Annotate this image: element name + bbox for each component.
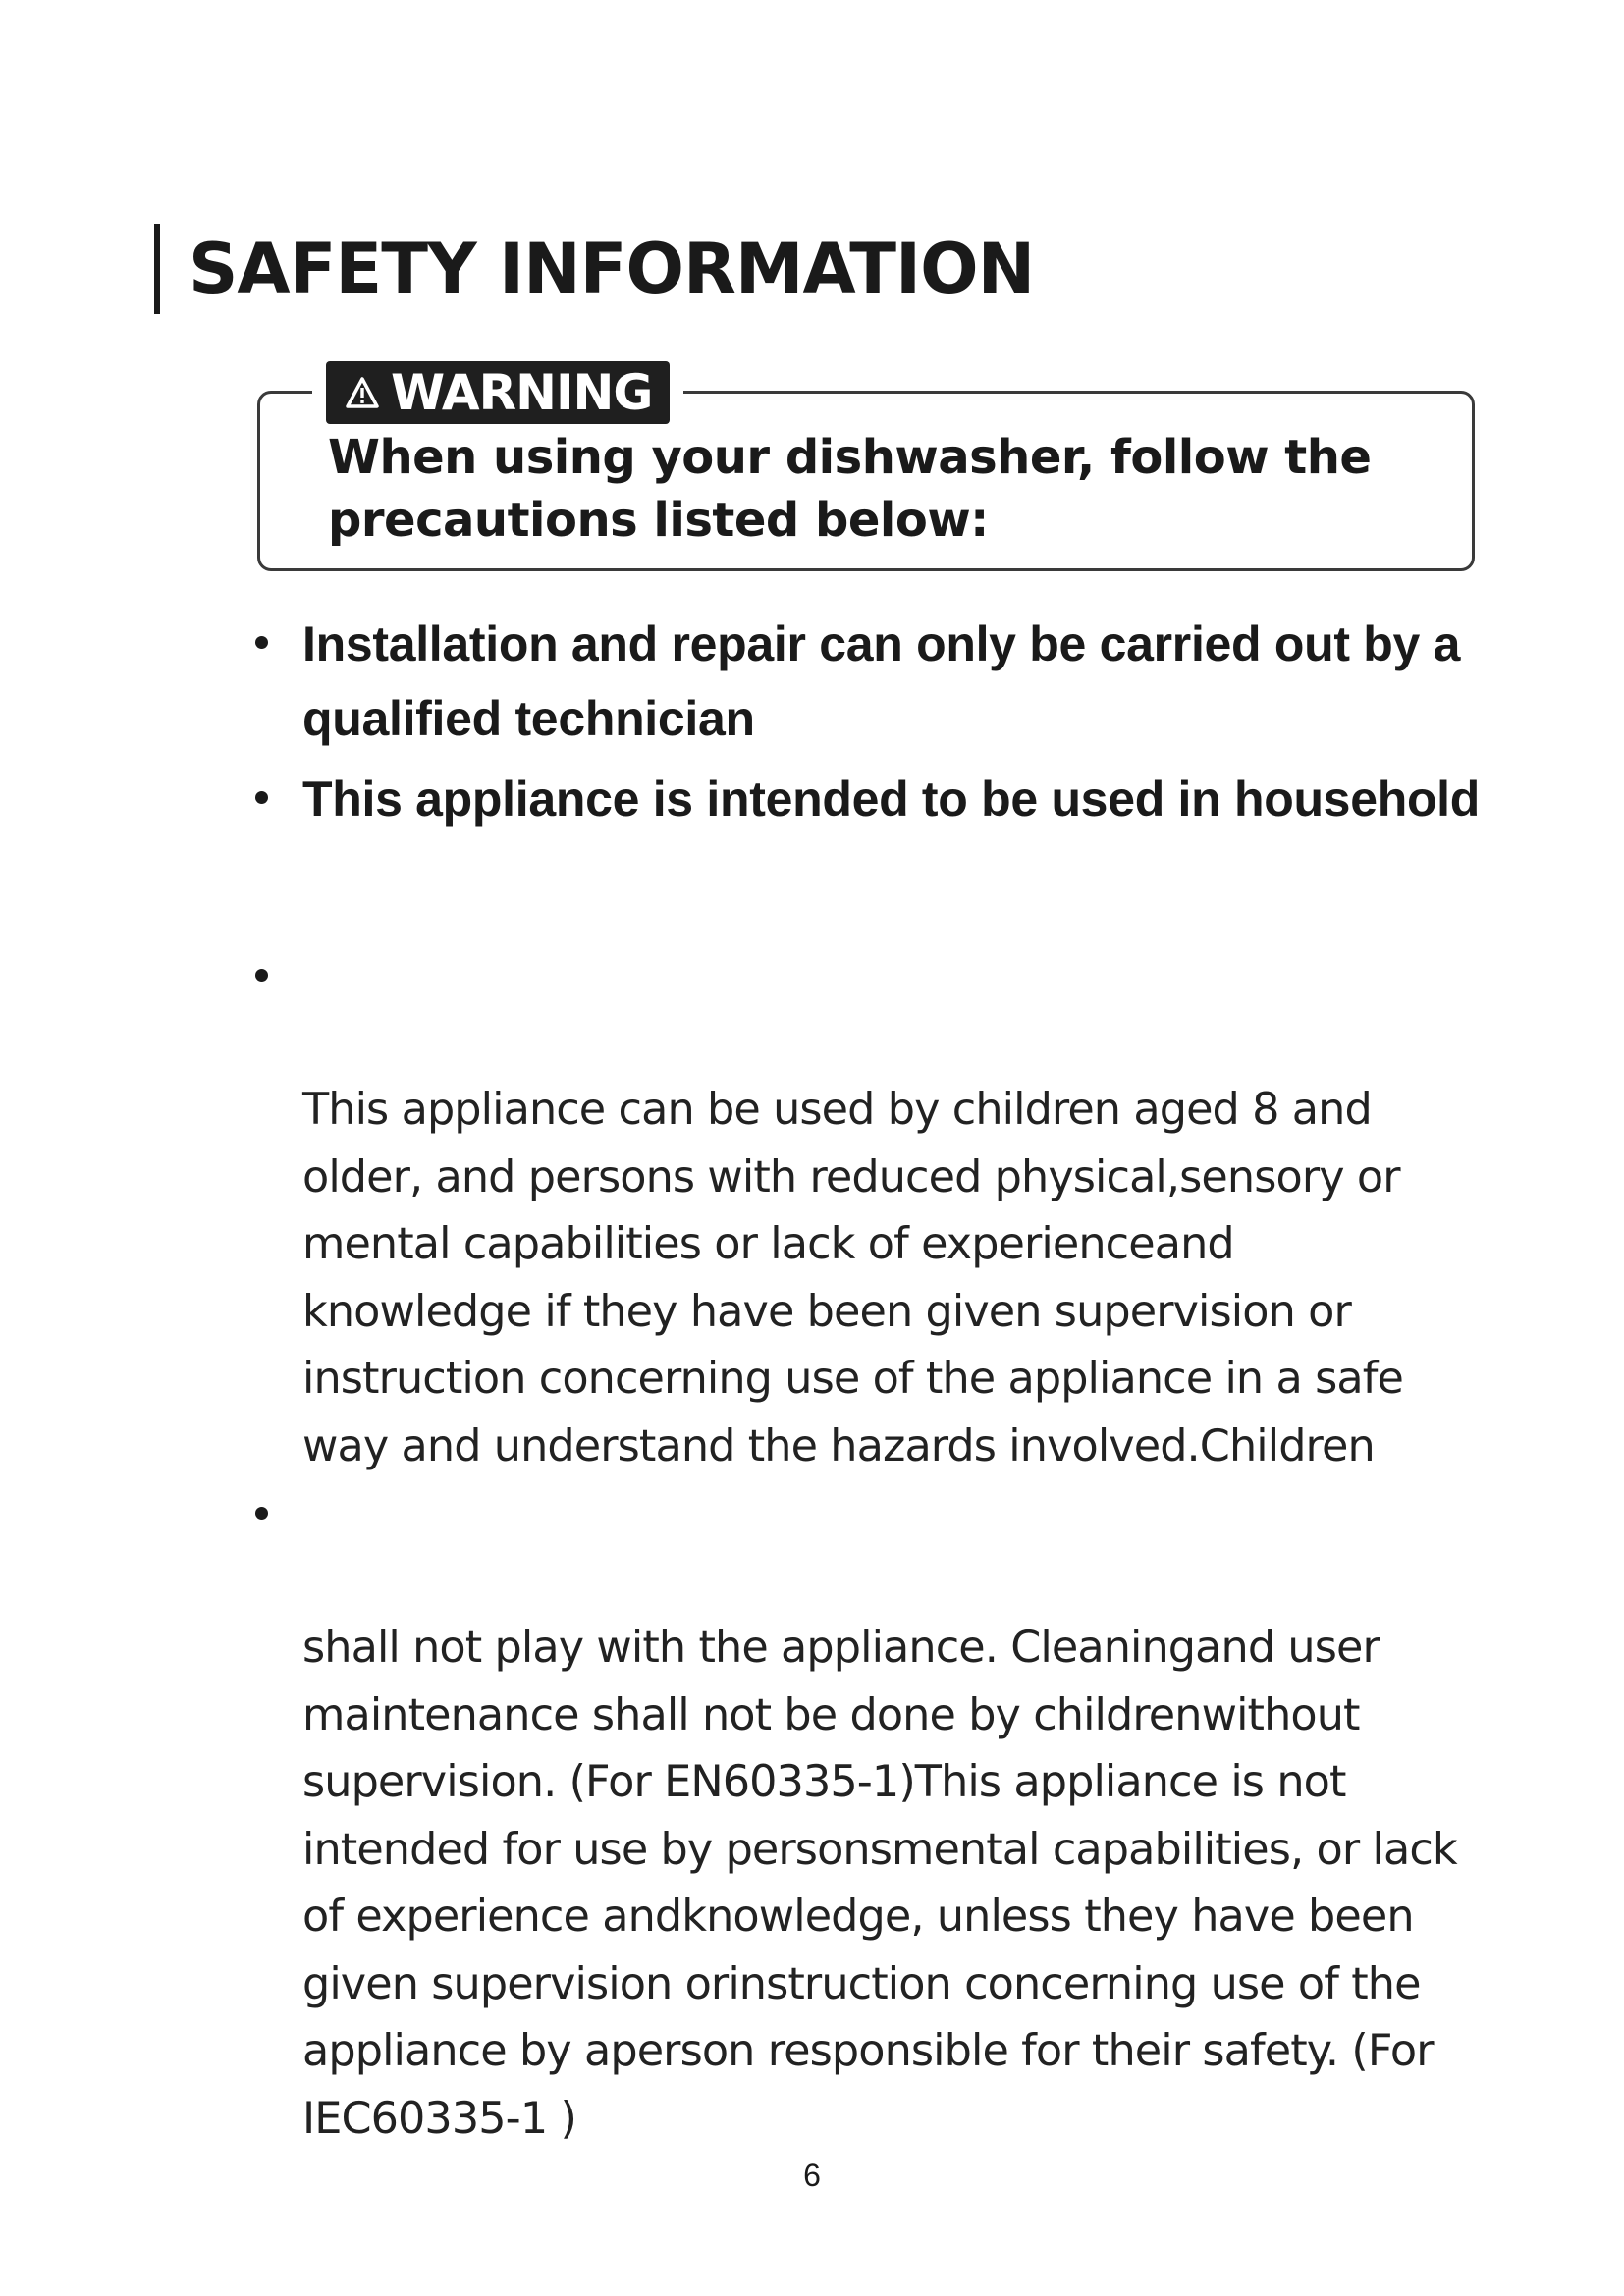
bullet-icon — [255, 969, 268, 982]
list-item — [251, 762, 1489, 836]
page-number: 6 — [803, 2158, 821, 2193]
bullet-icon — [255, 791, 268, 804]
warning-triangle-icon — [346, 377, 379, 408]
list-item — [251, 942, 1498, 1480]
warning-badge — [326, 361, 670, 424]
warning-text: When using your dishwasher, follow the precautions listed below: — [328, 430, 1372, 548]
title-accent-bar — [154, 224, 160, 314]
list-item-text: shall not play with the appliance. Cleaningand user maintenance shall not be done by childrenwithout supervision. (For EN60335-1)This appliance is not intended for use by personsmental capabilities, or lack of experience andknowledge, unless they have been given supervision orinstruction concerning use of the appliance by aperson responsible for their safety. (For IEC60335-1 ) — [302, 1623, 1457, 2144]
bold-bullet-list — [251, 607, 1489, 842]
warning-badge-label: WARNING — [391, 364, 653, 421]
bullet-icon — [255, 1507, 268, 1520]
list-item — [251, 1480, 1498, 2153]
body-bullet-list — [251, 942, 1498, 2153]
page-title: SAFETY INFORMATION — [189, 229, 1035, 309]
list-item-text: Installation and repair can only be carried out by a qualified technician — [302, 616, 1461, 746]
list-item-text: This appliance is intended to be used in household — [302, 772, 1481, 827]
list-item — [251, 607, 1489, 756]
bullet-icon — [255, 636, 268, 649]
list-item-text: This appliance can be used by children aged 8 and older, and persons with reduced physical,sensory or mental capabilities or lack of experienceand knowledge if they have been given supervision or instruction concerning use of the appliance in a safe way and understand the hazards involved.Children — [302, 1085, 1403, 1471]
